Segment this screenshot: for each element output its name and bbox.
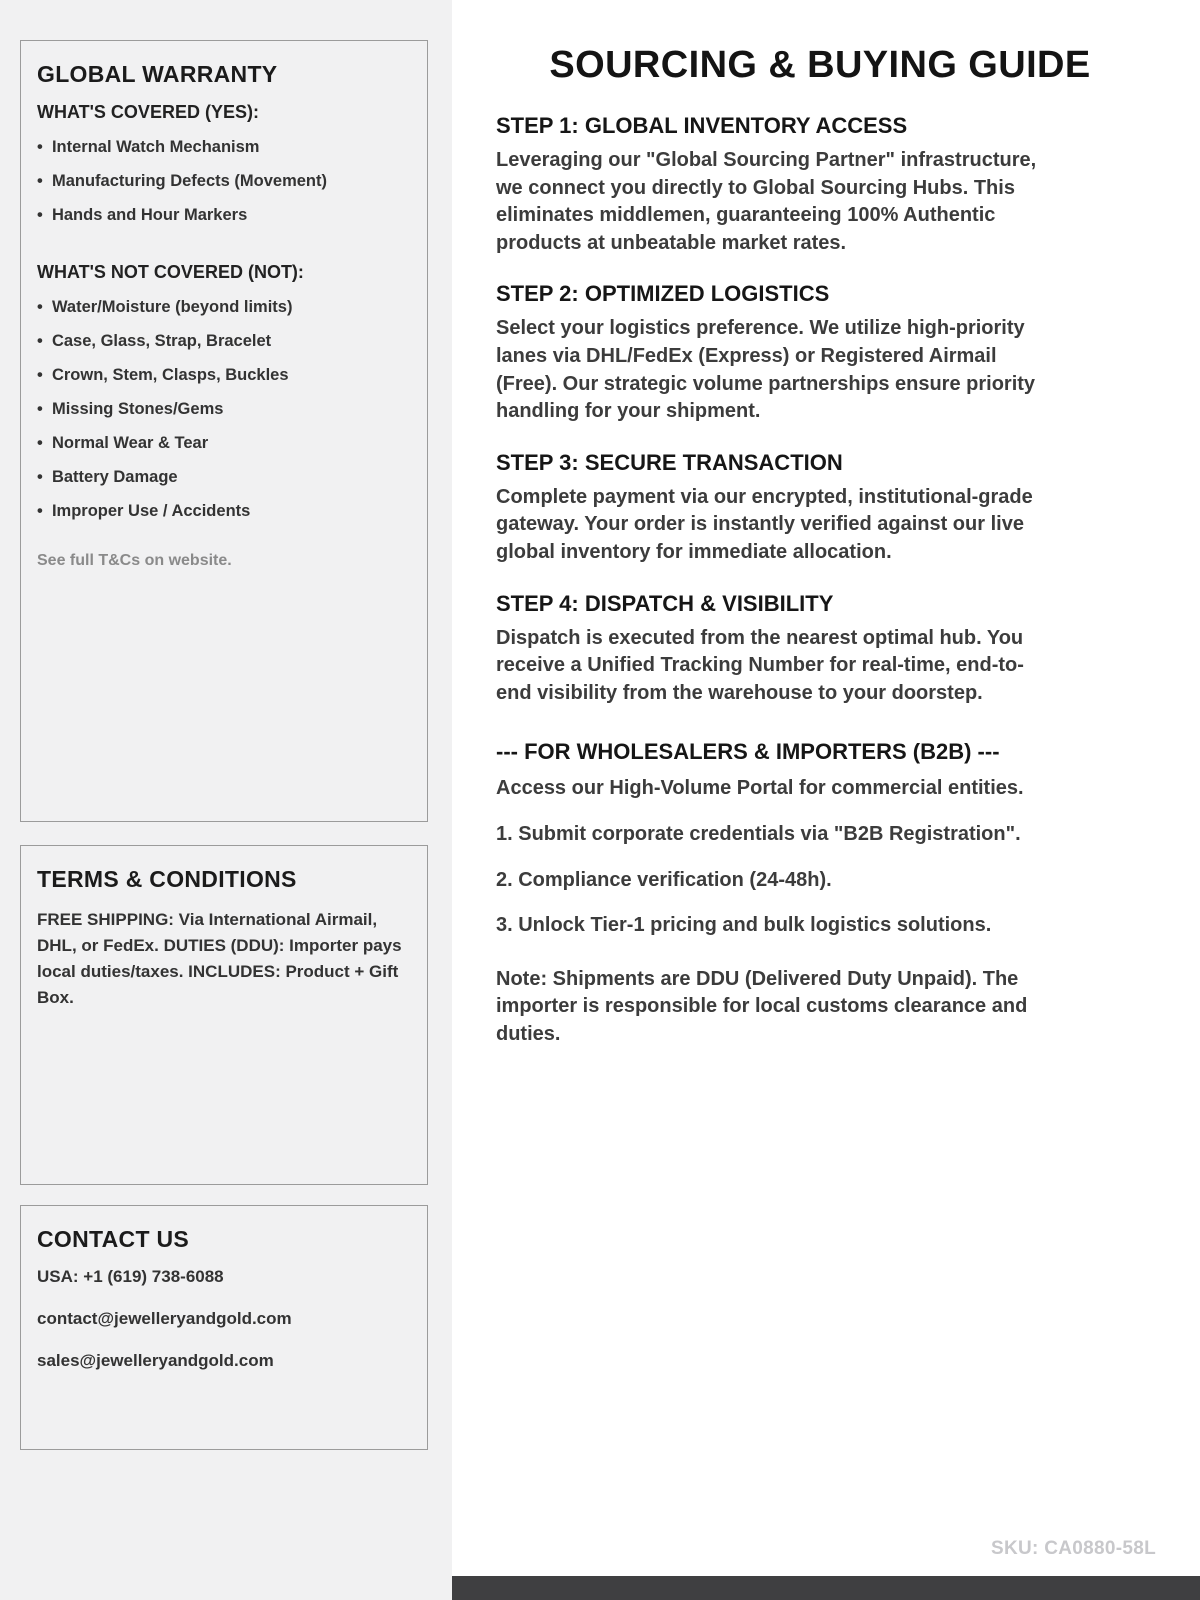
list-item: • Manufacturing Defects (Movement) <box>37 171 411 192</box>
not-covered-list <box>37 297 411 522</box>
list-item: • Case, Glass, Strap, Bracelet <box>37 331 411 352</box>
contact-email-primary: contact@jewelleryandgold.com <box>37 1309 292 1328</box>
warranty-box <box>20 40 428 822</box>
page-title: SOURCING & BUYING GUIDE <box>549 44 1091 86</box>
b2b-item: 1. Submit corporate credentials via "B2B Registration". <box>496 822 1021 845</box>
b2b-note: Note: Shipments are DDU (Delivered Duty Unpaid). The importer is responsible for local customs clearance and duties. <box>496 967 1028 1045</box>
b2b-item: 2. Compliance verification (24-48h). <box>496 868 832 891</box>
sku-label: SKU: CA0880-58L <box>991 1538 1156 1559</box>
step-section <box>496 113 1144 257</box>
covered-list <box>37 137 411 226</box>
step-heading: STEP 2: OPTIMIZED LOGISTICS <box>496 281 830 307</box>
step-section <box>496 591 1144 708</box>
list-item: • Water/Moisture (beyond limits) <box>37 297 411 318</box>
step-section <box>496 450 1144 567</box>
contact-box <box>20 1205 428 1450</box>
step-body: Dispatch is executed from the nearest optimal hub. You receive a Unified Tracking Number for real-time, end-to-end visibility from the warehouse to your doorstep. <box>496 626 1024 704</box>
footer-bar <box>452 1576 1200 1600</box>
list-item: • Battery Damage <box>37 467 411 488</box>
step-body: Select your logistics preference. We utilize high-priority lanes via DHL/FedEx (Express) or Registered Airmail (Free). Our strategic volume partnerships ensure priority handling for your shipment. <box>496 317 1036 423</box>
list-item: • Missing Stones/Gems <box>37 399 411 420</box>
warranty-footnote: See full T&Cs on website. <box>37 552 232 569</box>
contact-email-sales: sales@jewelleryandgold.com <box>37 1351 274 1370</box>
list-item: • Internal Watch Mechanism <box>37 137 411 158</box>
not-covered-heading: WHAT'S NOT COVERED (NOT): <box>37 262 304 282</box>
contact-phone: USA: +1 (619) 738-6088 <box>37 1267 224 1286</box>
b2b-section <box>496 739 1144 1048</box>
step-heading: STEP 3: SECURE TRANSACTION <box>496 449 843 475</box>
terms-body: FREE SHIPPING: Via International Airmail, DHL, or FedEx. DUTIES (DDU): Importer pays local duties/taxes. INCLUDES: Product + Gift Box. <box>37 910 402 1007</box>
step-body: Leveraging our "Global Sourcing Partner" infrastructure, we connect you directly to Global Sourcing Hubs. This eliminates middlemen, guaranteeing 100% Authentic products at unbeatable market rates. <box>496 149 1037 254</box>
main-content <box>452 0 1200 1600</box>
step-heading: STEP 4: DISPATCH & VISIBILITY <box>496 590 834 616</box>
b2b-item: 3. Unlock Tier-1 pricing and bulk logistics solutions. <box>496 914 992 937</box>
list-item: • Improper Use / Accidents <box>37 501 411 522</box>
list-item: • Normal Wear & Tear <box>37 433 411 454</box>
sidebar <box>0 0 452 1600</box>
contact-title: CONTACT US <box>37 1226 190 1252</box>
terms-title: TERMS & CONDITIONS <box>37 866 297 892</box>
list-item: • Crown, Stem, Clasps, Buckles <box>37 365 411 386</box>
terms-box <box>20 845 428 1185</box>
step-heading: STEP 1: GLOBAL INVENTORY ACCESS <box>496 113 908 138</box>
step-section <box>496 281 1144 425</box>
step-body: Complete payment via our encrypted, institutional-grade gateway. Your order is instantly verified against our live global inventory for immediate allocation. <box>496 485 1033 563</box>
warranty-title: GLOBAL WARRANTY <box>37 61 278 87</box>
list-item: • Hands and Hour Markers <box>37 205 411 226</box>
b2b-intro: Access our High-Volume Portal for commercial entities. <box>496 777 1024 800</box>
covered-heading: WHAT'S COVERED (YES): <box>37 102 259 122</box>
b2b-heading: --- FOR WHOLESALERS & IMPORTERS (B2B) --- <box>496 739 1000 765</box>
